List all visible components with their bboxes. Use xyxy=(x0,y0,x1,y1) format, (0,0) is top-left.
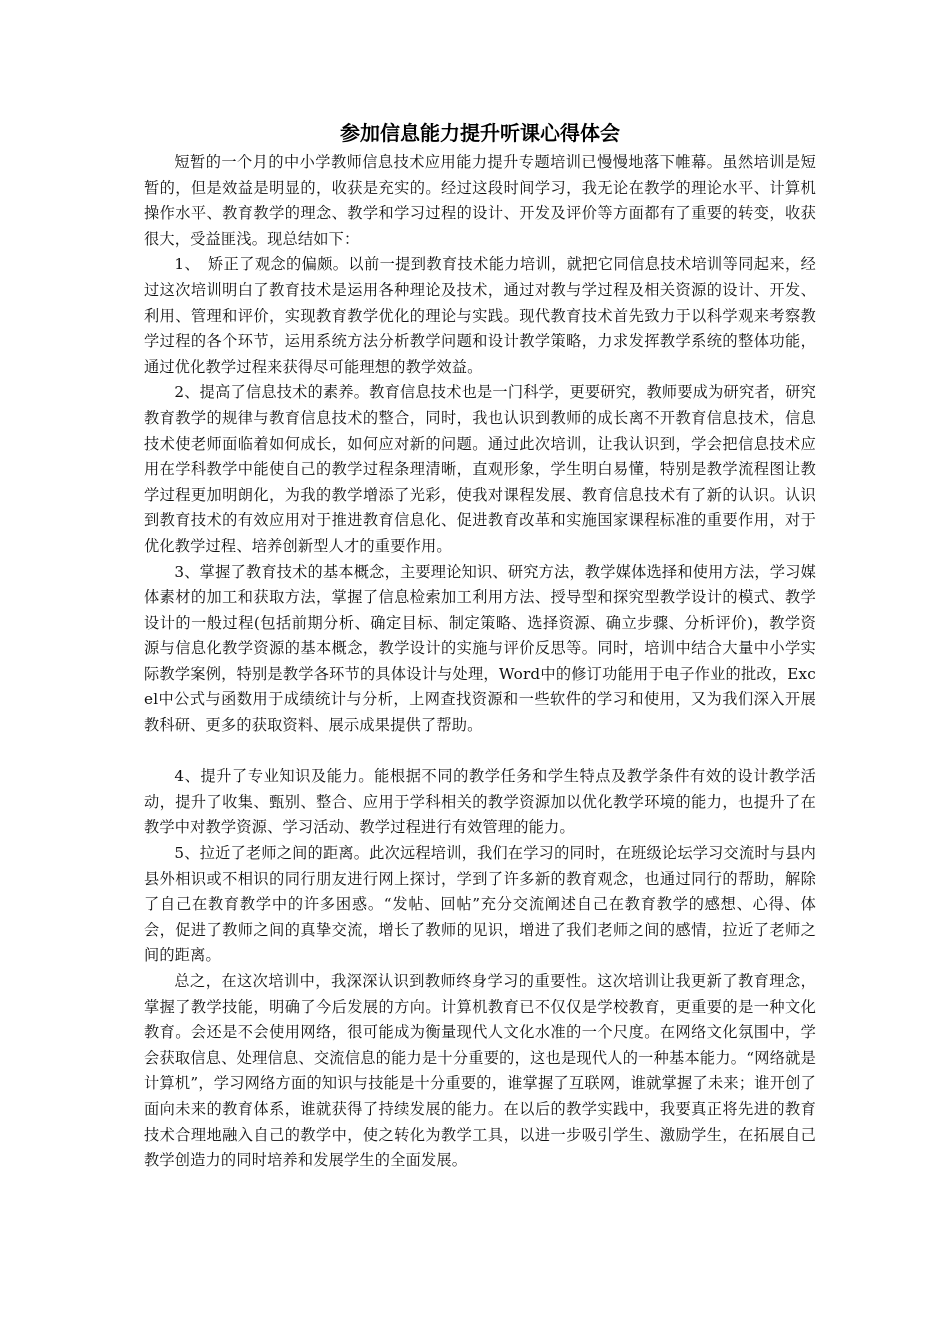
document-body xyxy=(144,118,816,1174)
point-2-paragraph: 2、提高了信息技术的素养。教育信息技术也是一门科学，更要研究，教师要成为研究者，研究教育教学的规律与教育信息技术的整合，同时，我也认识到教师的成长离不开教育信息技术，信息技术使老师面临着如何成长，如何应对新的问题。通过此次培训，让我认识到，学会把信息技术应用在学科教学中能使自己的教学过程条理清晰，直观形象，学生明白易懂，特别是教学流程图让教学过程更加明朗化，为我的教学增添了光彩，使我对课程发展、教育信息技术有了新的认识。认识到教育技术的有效应用对于推进教育信息化、促进教育改革和实施国家课程标准的重要作用，对于优化教学过程、培养创新型人才的重要作用。 xyxy=(144,383,816,555)
document-title: 参加信息能力提升听课心得体会 xyxy=(340,121,620,145)
point-3-paragraph: 3、掌握了教育技术的基本概念，主要理论知识、研究方法，教学媒体选择和使用方法，学习媒体素材的加工和获取方法，掌握了信息检索加工利用方法、授导型和探究型教学设计的模式、教学设计的一般过程(包括前期分析、确定目标、制定策略、选择资源、确立步骤、分析评价)，教学资源与信息化教学资源的基本概念，教学设计的实施与评价反思等。同时，培训中结合大量中小学实际教学案例，特别是教学各环节的具体设计与处理，Word中的修订功能用于电子作业的批改，Excel中公式与函数用于成绩统计与分析，上网查找资源和一些软件的学习和使用，又为我们深入开展教科研、更多的获取资料、展示成果提供了帮助。 xyxy=(144,562,816,735)
point-4-paragraph: 4、提升了专业知识及能力。能根据不同的教学任务和学生特点及教学条件有效的设计教学活动，提升了收集、甄别、整合、应用于学科相关的教学资源加以优化教学环境的能力，也提升了在教学中对教学资源、学习活动、教学过程进行有效管理的能力。 xyxy=(144,767,816,837)
intro-paragraph: 短暂的一个月的中小学教师信息技术应用能力提升专题培训已慢慢地落下帷幕。虽然培训是短暂的，但是效益是明显的，收获是充实的。经过这段时间学习，我无论在教学的理论水平、计算机操作水平、教育教学的理念、教学和学习过程的设计、开发及评价等方面都有了重要的转变，收获很大，受益匪浅。现总结如下： xyxy=(144,153,816,248)
point-5-paragraph: 5、拉近了老师之间的距离。此次远程培训，我们在学习的同时，在班级论坛学习交流时与县内县外相识或不相识的同行朋友进行网上探讨，学到了许多新的教育观念，也通过同行的帮助，解除了自己在教育教学中的许多困惑。“发帖、回帖”充分交流阐述自己在教育教学的感想、心得、体会，促进了教师之间的真挚交流，增长了教师的见识，增进了我们老师之间的感情，拉近了老师之间的距离。 xyxy=(144,844,816,965)
point-1-paragraph: 1、 矫正了观念的偏颇。以前一提到教育技术能力培训，就把它同信息技术培训等同起来，经过这次培训明白了教育技术是运用各种理论及技术，通过对教与学过程及相关资源的设计、开发、利用、管理和评价，实现教育教学优化的理论与实践。现代教育技术首先致力于以科学观来考察教学过程的各个环节，运用系统方法分析教学问题和设计教学策略，力求发挥教学系统的整体功能，通过优化教学过程来获得尽可能理想的教学效益。 xyxy=(144,255,816,376)
conclusion-paragraph: 总之，在这次培训中，我深深认识到教师终身学习的重要性。这次培训让我更新了教育理念，掌握了教学技能，明确了今后发展的方向。计算机教育已不仅仅是学校教育，更重要的是一种文化教育。会还是不会使用网络，很可能成为衡量现代人文化水准的一个尺度。在网络文化氛围中，学会获取信息、处理信息、交流信息的能力是十分重要的，这也是现代人的一种基本能力。“网络就是计算机”，学习网络方面的知识与技能是十分重要的，谁掌握了互联网，谁就掌握了未来；谁开创了面向未来的教育体系，谁就获得了持续发展的能力。在以后的教学实践中，我要真正将先进的教育技术合理地融入自己的教学中，使之转化为教学工具，以进一步吸引学生、激励学生，在拓展自己教学创造力的同时培养和发展学生的全面发展。 xyxy=(144,972,816,1170)
